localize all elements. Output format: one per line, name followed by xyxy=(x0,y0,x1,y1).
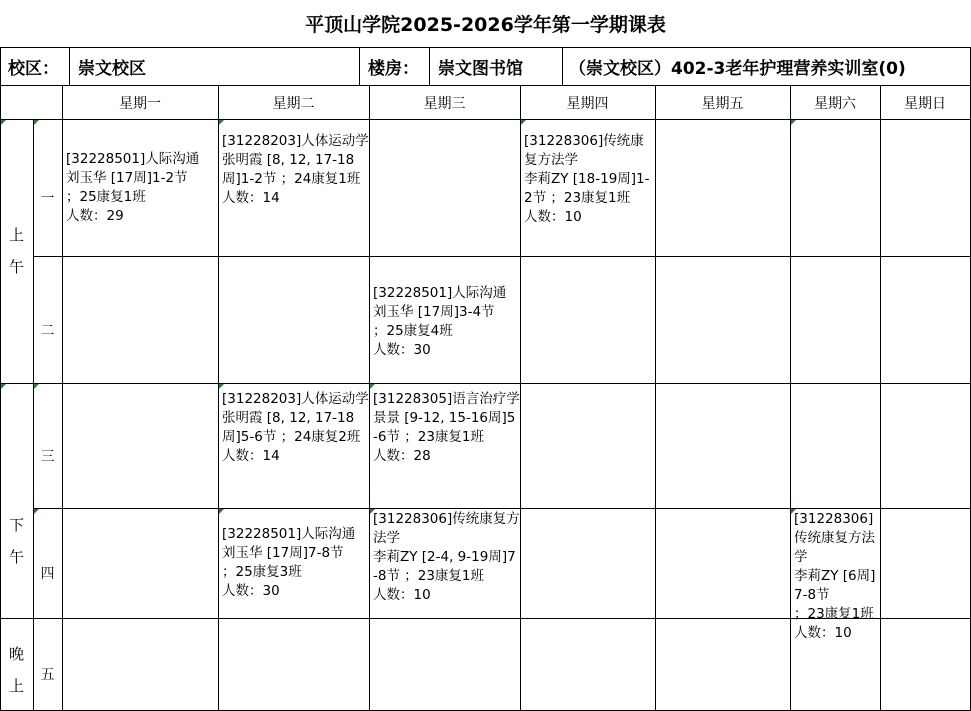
course-cell-p2-wed[interactable] xyxy=(370,257,520,383)
course-class: ；25康复3班 xyxy=(222,564,302,580)
session-morning xyxy=(0,119,33,383)
course-teacher-weeks-class: 李莉ZY [2-4, 9-19周]7-8节 ；23康复1班 xyxy=(373,549,516,584)
course-headcount: 人数：10 xyxy=(794,625,852,641)
day-header-wed: 星期三 xyxy=(423,95,466,112)
course-teacher-weeks: 刘玉华 [17周]3-4节 xyxy=(373,304,495,320)
course-headcount: 人数：30 xyxy=(373,342,431,358)
course-code-name: [31228203]人体运动学 xyxy=(222,133,369,149)
building-value: 崇文图书馆 xyxy=(430,48,563,86)
course-class: ；23康复1班 xyxy=(794,606,874,622)
course-cell-p1-mon[interactable] xyxy=(63,120,218,256)
course-code-name: [31228306]传统康复方法学 xyxy=(524,133,644,168)
course-code-name: [32228501]人际沟通 xyxy=(373,285,507,301)
course-cell-p1-thu[interactable] xyxy=(521,120,655,256)
course-cell-p4-tue[interactable] xyxy=(219,509,369,618)
period-2: 二 xyxy=(40,322,55,339)
building-label: 楼房： xyxy=(360,48,430,86)
course-class: ；25康复1班 xyxy=(66,189,146,205)
session-morning-char-1: 上 xyxy=(8,226,24,244)
course-headcount: 人数：14 xyxy=(222,448,280,464)
period-3: 三 xyxy=(40,448,55,465)
page-title: 平顶山学院2025-2026学年第一学期课表 xyxy=(0,0,971,48)
day-header-sun: 星期日 xyxy=(904,95,946,112)
session-evening-char-2: 上 xyxy=(8,677,24,695)
course-code-name: [31228306]传统康复方法学 xyxy=(373,511,520,546)
course-code-name: [31228305]语言治疗学 xyxy=(373,391,520,407)
course-teacher-weeks-class: 张明霞 [8, 12, 17-18周]5-6节 ；24康复2班 xyxy=(222,410,361,445)
session-afternoon xyxy=(0,383,33,618)
room-name: （崇文校区）402-3老年护理营养实训室(0) xyxy=(563,48,971,86)
campus-label: 校区： xyxy=(0,48,70,86)
course-headcount: 人数：10 xyxy=(373,587,431,603)
day-header-sat: 星期六 xyxy=(814,95,856,112)
course-teacher-weeks: 刘玉华 [17周]7-8节 xyxy=(222,545,344,561)
period-4: 四 xyxy=(40,566,55,582)
course-headcount: 人数：10 xyxy=(524,209,582,225)
period-1: 一 xyxy=(40,190,55,207)
course-cell-p3-wed[interactable] xyxy=(370,384,520,508)
course-code-name: [32228501]人际沟通 xyxy=(222,526,356,542)
course-code: [31228306] xyxy=(794,511,874,527)
course-code-name: [31228203]人体运动学 xyxy=(222,391,369,407)
period-5: 五 xyxy=(40,667,55,683)
course-headcount: 人数：14 xyxy=(222,190,280,206)
course-teacher-weeks-class: 李莉ZY [18-19周]1-2节 ；23康复1班 xyxy=(524,171,650,206)
course-class: ；25康复4班 xyxy=(373,323,453,339)
course-cell-p1-tue[interactable] xyxy=(219,120,369,256)
day-header-fri: 星期五 xyxy=(701,95,744,112)
course-cell-p4-wed[interactable] xyxy=(370,509,520,618)
course-headcount: 人数：29 xyxy=(66,208,124,224)
course-code-name: [32228501]人际沟通 xyxy=(66,151,200,167)
course-cell-p4-sat[interactable] xyxy=(791,509,880,641)
day-header-thu: 星期四 xyxy=(566,95,609,112)
day-header-mon: 星期一 xyxy=(119,95,161,112)
course-teacher-weeks-class: 景景 [9-12, 15-16周]5-6节 ；23康复1班 xyxy=(373,410,516,445)
session-afternoon-char-2: 午 xyxy=(8,547,24,566)
course-headcount: 人数：30 xyxy=(222,583,280,599)
session-evening xyxy=(0,618,33,710)
session-morning-char-2: 午 xyxy=(8,258,24,276)
session-afternoon-char-1: 下 xyxy=(8,515,24,534)
day-header-tue: 星期二 xyxy=(272,95,315,112)
course-teacher-weeks-class: 张明霞 [8, 12, 17-18周]1-2节 ；24康复1班 xyxy=(222,152,361,187)
session-evening-char-1: 晚 xyxy=(8,645,24,663)
campus-value: 崇文校区 xyxy=(70,48,360,86)
course-name: 传统康复方法学 xyxy=(794,530,875,565)
course-teacher-weeks: 刘玉华 [17周]1-2节 xyxy=(66,170,188,186)
course-teacher-weeks: 李莉ZY [6周]7-8节 xyxy=(794,568,876,603)
course-headcount: 人数：28 xyxy=(373,448,431,464)
course-cell-p3-tue[interactable] xyxy=(219,384,369,508)
